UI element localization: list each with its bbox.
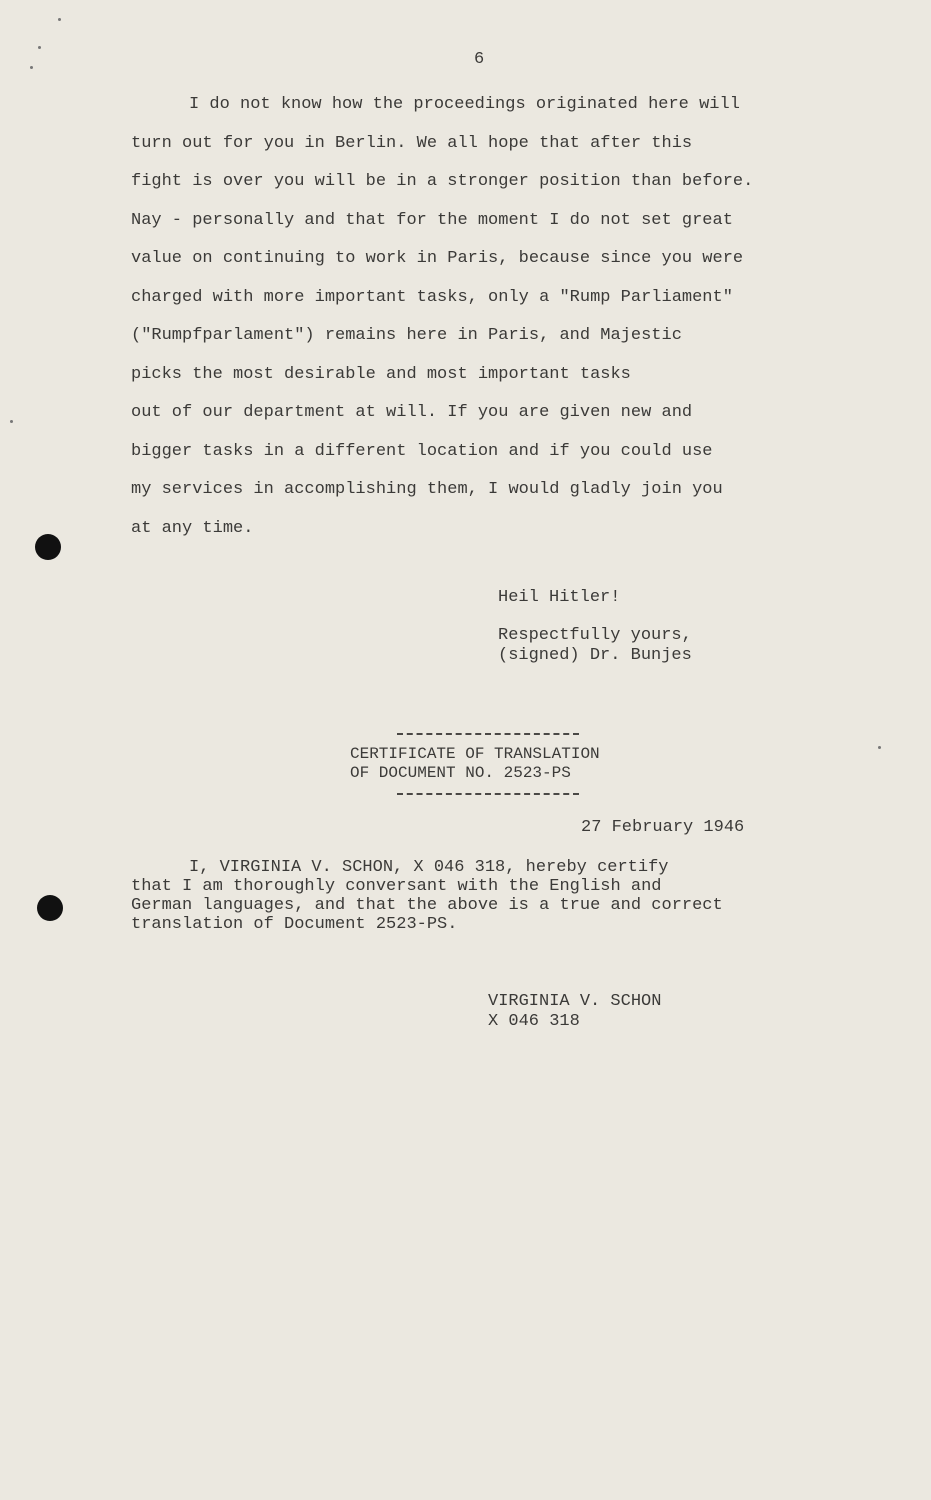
certificate-line: German languages, and that the above is a true and correct [131, 896, 723, 915]
dashed-rule [397, 733, 579, 735]
certificate-line: translation of Document 2523-PS. [131, 915, 458, 934]
letter-closing [498, 588, 692, 666]
paper-speck [38, 46, 41, 49]
letter-line: picks the most desirable and most important tasks [131, 364, 631, 384]
certificate-document-number: OF DOCUMENT NO. 2523-PS [350, 764, 571, 782]
letter-line: bigger tasks in a different location and if you could use [131, 441, 713, 461]
certificate-date: 27 February 1946 [581, 818, 745, 837]
dashed-rule [397, 793, 579, 795]
signer-id: X 046 318 [488, 1012, 580, 1031]
page-number: 6 [474, 50, 485, 69]
certificate-header [350, 733, 670, 795]
letter-line: my services in accomplishing them, I would gladly join you [131, 480, 723, 499]
punch-hole [37, 895, 63, 921]
letter-line: ("Rumpfparlament") remains here in Paris, and Majestic [131, 326, 682, 345]
certificate-line: that I am thoroughly conversant with the English and [131, 877, 662, 896]
letter-line: charged with more important tasks, only a "Rump Parliament" [131, 287, 733, 307]
paper-speck [10, 420, 13, 423]
letter-line: I do not know how the proceedings originated here will [189, 95, 740, 114]
certificate-signature [488, 992, 661, 1032]
signature: (signed) Dr. Bunjes [498, 646, 692, 665]
salutation: Heil Hitler! [498, 588, 621, 607]
letter-line: Nay - personally and that for the moment I do not set great [131, 210, 733, 230]
letter-line: at any time. [131, 518, 254, 538]
complimentary-close: Respectfully yours, [498, 626, 692, 645]
certificate-title: CERTIFICATE OF TRANSLATION [350, 745, 600, 763]
paper-speck [58, 18, 61, 21]
letter-body [131, 86, 851, 548]
letter-line: fight is over you will be in a stronger position than before. [131, 172, 754, 191]
punch-hole [35, 534, 61, 560]
paper-speck [30, 66, 33, 69]
signer-name: VIRGINIA V. SCHON [488, 992, 662, 1011]
paper-speck [878, 746, 881, 749]
letter-line: value on continuing to work in Paris, because since you were [131, 249, 744, 268]
letter-line: out of our department at will. If you are given new and [131, 403, 693, 422]
certificate-body [131, 858, 831, 934]
certificate-line: I, VIRGINIA V. SCHON, X 046 318, hereby certify [189, 858, 669, 877]
letter-line: turn out for you in Berlin. We all hope that after this [131, 133, 693, 153]
